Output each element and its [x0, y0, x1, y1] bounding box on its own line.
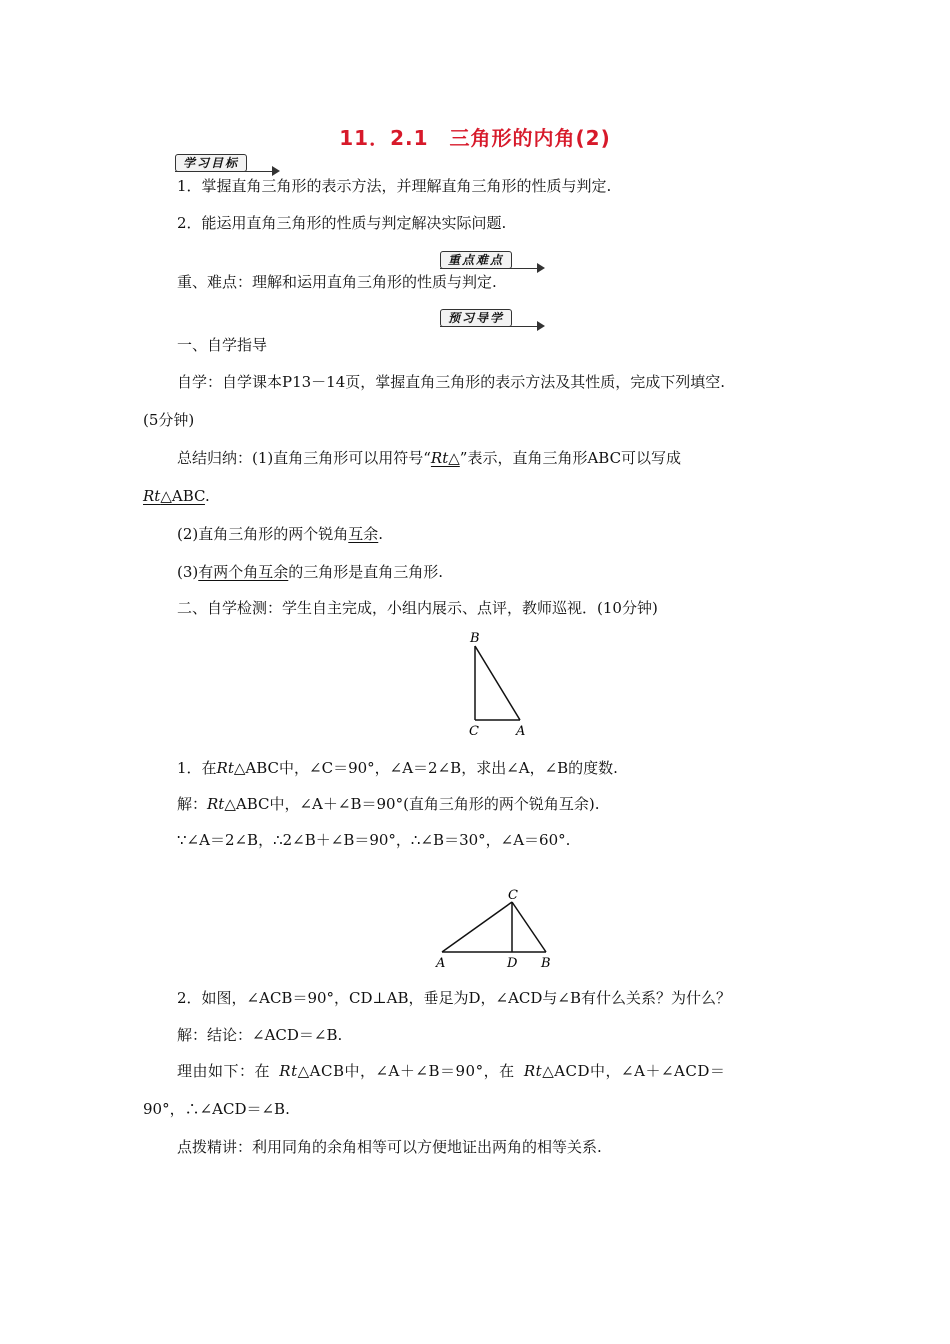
property-3	[177, 562, 443, 582]
tag-line	[440, 326, 537, 327]
label-d: D	[507, 956, 518, 970]
property-2	[177, 524, 383, 544]
page-title: 11．2.1 三角形的内角(2)	[339, 126, 611, 150]
tag-line	[440, 268, 537, 269]
section1-heading: 一、自学指导	[177, 336, 268, 354]
summary-answer-it: Rt	[143, 487, 161, 505]
reason-it2: Rt	[523, 1062, 543, 1080]
reason-c: △ACD中，∠A＋∠ACD＝	[542, 1062, 726, 1080]
side-cb	[512, 902, 546, 952]
key-points-tag	[440, 249, 545, 271]
q1-rest: △ABC中，∠C＝90°，∠A＝2∠B，求出∠A，∠B的度数.	[233, 759, 618, 777]
label-c: C	[508, 888, 518, 903]
question-1	[177, 758, 618, 778]
property-2-answer: 互余	[348, 525, 379, 543]
tag-line	[175, 171, 272, 172]
label-a: A	[516, 724, 526, 739]
q1-prefix: 1．在	[177, 759, 217, 777]
reason-it1: Rt	[279, 1062, 298, 1080]
self-study-line2: (5分钟)	[143, 411, 195, 429]
q2-reason-line2: 90°，∴∠ACD＝∠B.	[143, 1100, 290, 1118]
objective-2: 2．能运用直角三角形的性质与判定解决实际问题.	[177, 214, 507, 232]
label-c: C	[469, 724, 479, 739]
summary-prefix: 总结归纳：(1)直角三角形可以用符号“	[177, 449, 431, 467]
summary-line1	[177, 448, 681, 468]
triangle-figure-2	[430, 884, 560, 970]
question-2: 2．如图，∠ACB＝90°，CD⊥AB，垂足为D，∠ACD与∠B有什么关系？为什么？	[177, 989, 732, 1007]
reason-a: 理由如下：在	[177, 1062, 271, 1080]
triangle-figure-1	[460, 628, 540, 740]
reason-b: △ACB中，∠A＋∠B＝90°，在	[297, 1062, 515, 1080]
tip-text: 点拨精讲：利用同角的余角相等可以方便地证出两角的相等关系.	[177, 1138, 602, 1156]
side-ab	[475, 646, 520, 720]
arrow-icon	[272, 166, 280, 176]
property-2-prefix: (2)直角三角形的两个锐角	[177, 525, 349, 543]
summary-answer-rest: △ABC	[160, 487, 205, 505]
label-b: B	[470, 631, 480, 646]
objective-1: 1．掌握直角三角形的表示方法，并理解直角三角形的性质与判定.	[177, 177, 612, 195]
summary-symbol-answer: Rt△	[430, 449, 460, 467]
q1-sol-it: Rt	[207, 795, 225, 813]
property-2-end: .	[378, 525, 384, 543]
objectives-tag	[175, 152, 280, 174]
q1-it: Rt	[216, 759, 234, 777]
q2-solution-line1: 解：结论：∠ACD＝∠B.	[177, 1026, 343, 1044]
objectives-tag-label: 学习目标	[175, 154, 247, 172]
key-points-tag-label: 重点难点	[440, 251, 512, 269]
summary-suffix: ”表示，直角三角形ABC可以写成	[459, 449, 682, 467]
property-3-prefix: (3)	[177, 563, 199, 581]
q1-sol-rest: △ABC中，∠A＋∠B＝90°(直角三角形的两个锐角互余).	[224, 795, 600, 813]
arrow-icon	[537, 321, 545, 331]
property-3-suffix: 的三角形是直角三角形.	[288, 563, 444, 581]
key-points-text: 重、难点：理解和运用直角三角形的性质与判定.	[177, 273, 497, 291]
preview-tag	[440, 307, 545, 329]
summary-end: .	[204, 487, 210, 505]
summary-line2	[143, 486, 210, 506]
summary-answer	[143, 487, 205, 505]
preview-tag-label: 预习导学	[440, 309, 512, 327]
q1-solution-line1	[177, 794, 600, 814]
self-study-line1: 自学：自学课本P13－14页，掌握直角三角形的表示方法及其性质，完成下列填空.	[177, 373, 726, 391]
side-ac	[442, 902, 512, 952]
property-3-answer: 有两个角互余	[198, 563, 289, 581]
q1-solution-line2: ∵∠A＝2∠B，∴2∠B＋∠B＝90°，∴∠B＝30°，∠A＝60°.	[177, 831, 571, 849]
label-b: B	[541, 956, 551, 970]
q2-reason-line1	[177, 1061, 725, 1081]
arrow-icon	[537, 263, 545, 273]
label-a: A	[436, 956, 446, 970]
q1-sol-prefix: 解：	[177, 795, 208, 813]
section2-heading: 二、自学检测：学生自主完成，小组内展示、点评，教师巡视．(10分钟)	[177, 599, 658, 617]
